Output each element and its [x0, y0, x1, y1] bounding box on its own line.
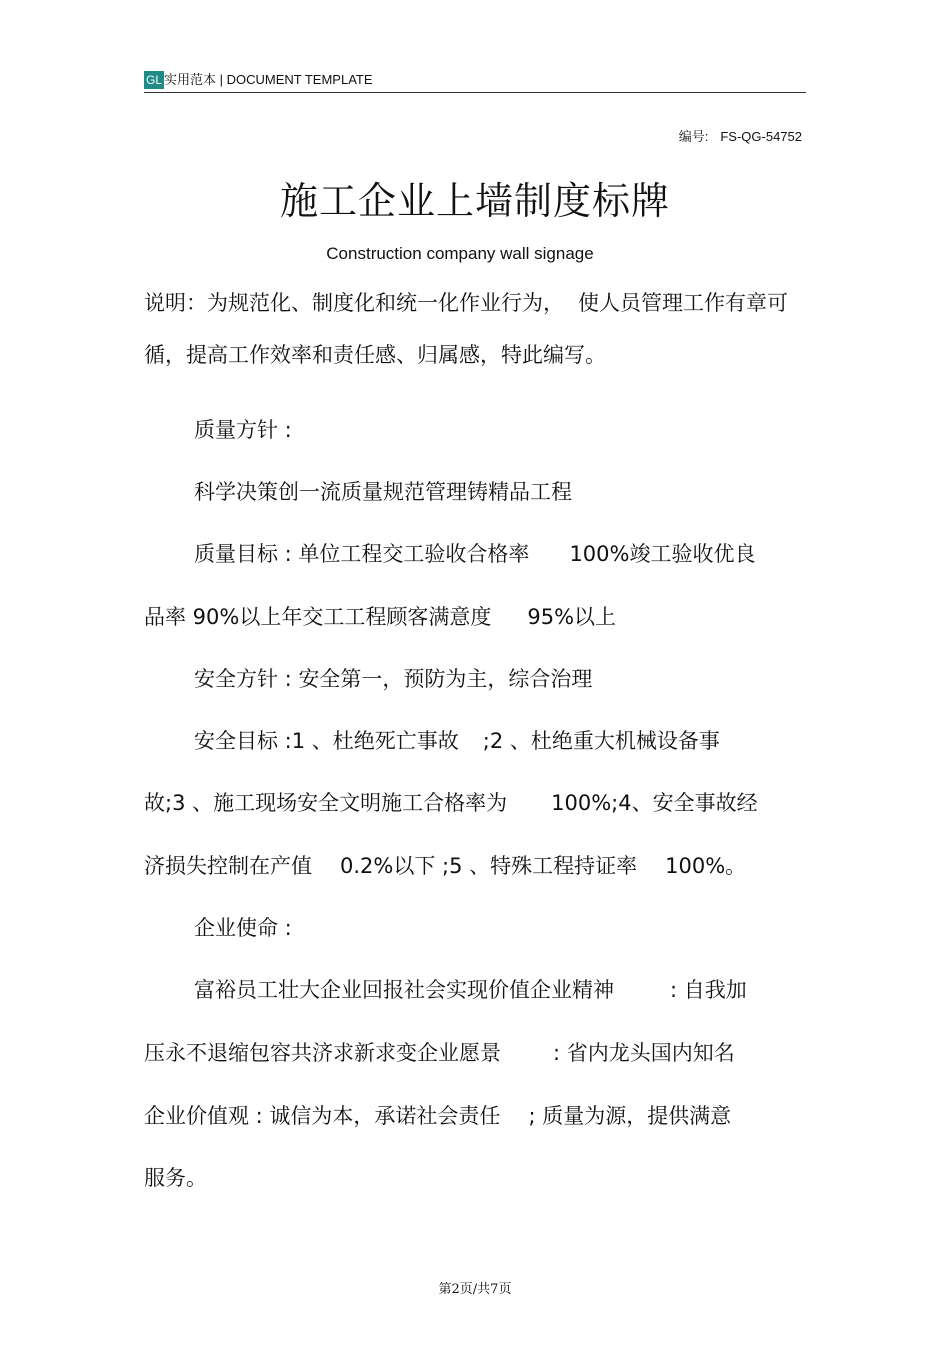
mission-heading: 企业使命 :	[194, 916, 292, 940]
body-line-1	[144, 288, 804, 318]
safety-goal-line-1	[194, 726, 804, 756]
text-segment: 故;3 、施工现场安全文明施工合格率为	[144, 791, 508, 815]
text-segment: : 省内龙头国内知名	[553, 1041, 735, 1065]
text-segment: 100%竣工验收优良	[569, 542, 756, 566]
text-segment: ;2 、杜绝重大机械设备事	[482, 729, 720, 753]
body-line-2: 循，提高工作效率和责任感、归属感，特此编写。	[144, 343, 606, 367]
document-number	[679, 126, 802, 145]
text-segment: : 自我加	[670, 978, 747, 1002]
document-number-value: FS-QG-54752	[720, 129, 802, 144]
text-segment: 95%以上	[527, 605, 617, 629]
safety-goal-line-2	[144, 788, 804, 818]
text-segment: 质量目标 : 单位工程交工验收合格率	[194, 542, 530, 566]
safety-policy: 安全方针 : 安全第一，预防为主，综合治理	[194, 667, 593, 691]
text-segment: 100%。	[665, 854, 747, 878]
header-text: 实用范本 | DOCUMENT TEMPLATE	[164, 72, 373, 87]
safety-goal-line-3	[144, 851, 804, 881]
page-header	[144, 70, 806, 93]
text-segment: ; 质量为源，提供满意	[528, 1104, 732, 1128]
text-segment: 100%;4、安全事故经	[551, 791, 758, 815]
document-number-label: 编号:	[678, 129, 709, 144]
text-segment: 说明：为规范化、制度化和统一化作业行为，	[144, 291, 564, 315]
text-segment: 安全目标 :1 、杜绝死亡事故	[194, 729, 459, 753]
quality-goal-line-1	[194, 539, 804, 569]
page-footer: 第2页/共7页	[438, 1282, 512, 1297]
mission-line-4: 服务。	[144, 1166, 207, 1190]
quality-goal-line-2	[144, 602, 804, 632]
text-segment: 企业价值观 : 诚信为本，承诺社会责任	[144, 1104, 501, 1128]
text-segment: 济损失控制在产值	[144, 854, 312, 878]
gl-logo: GL	[145, 73, 162, 87]
quality-policy-heading: 质量方针 :	[194, 418, 292, 442]
text-segment: 0.2%以下 ;5 、特殊工程持证率	[340, 854, 638, 878]
mission-line-1	[194, 975, 804, 1005]
mission-line-3	[144, 1101, 804, 1131]
mission-line-2	[144, 1038, 804, 1068]
page-subtitle: Construction company wall signage	[326, 244, 594, 263]
quality-policy-text: 科学决策创一流质量规范管理铸精品工程	[194, 480, 572, 504]
page-title: 施工企业上墙制度标牌	[279, 179, 670, 223]
text-segment: 品率 90%以上年交工工程顾客满意度	[144, 605, 492, 629]
text-segment: 富裕员工壮大企业回报社会实现价值企业精神	[194, 978, 614, 1002]
text-segment: 使人员管理工作有章可	[578, 291, 788, 315]
text-segment: 压永不退缩包容共济求新求变企业愿景	[144, 1041, 501, 1065]
